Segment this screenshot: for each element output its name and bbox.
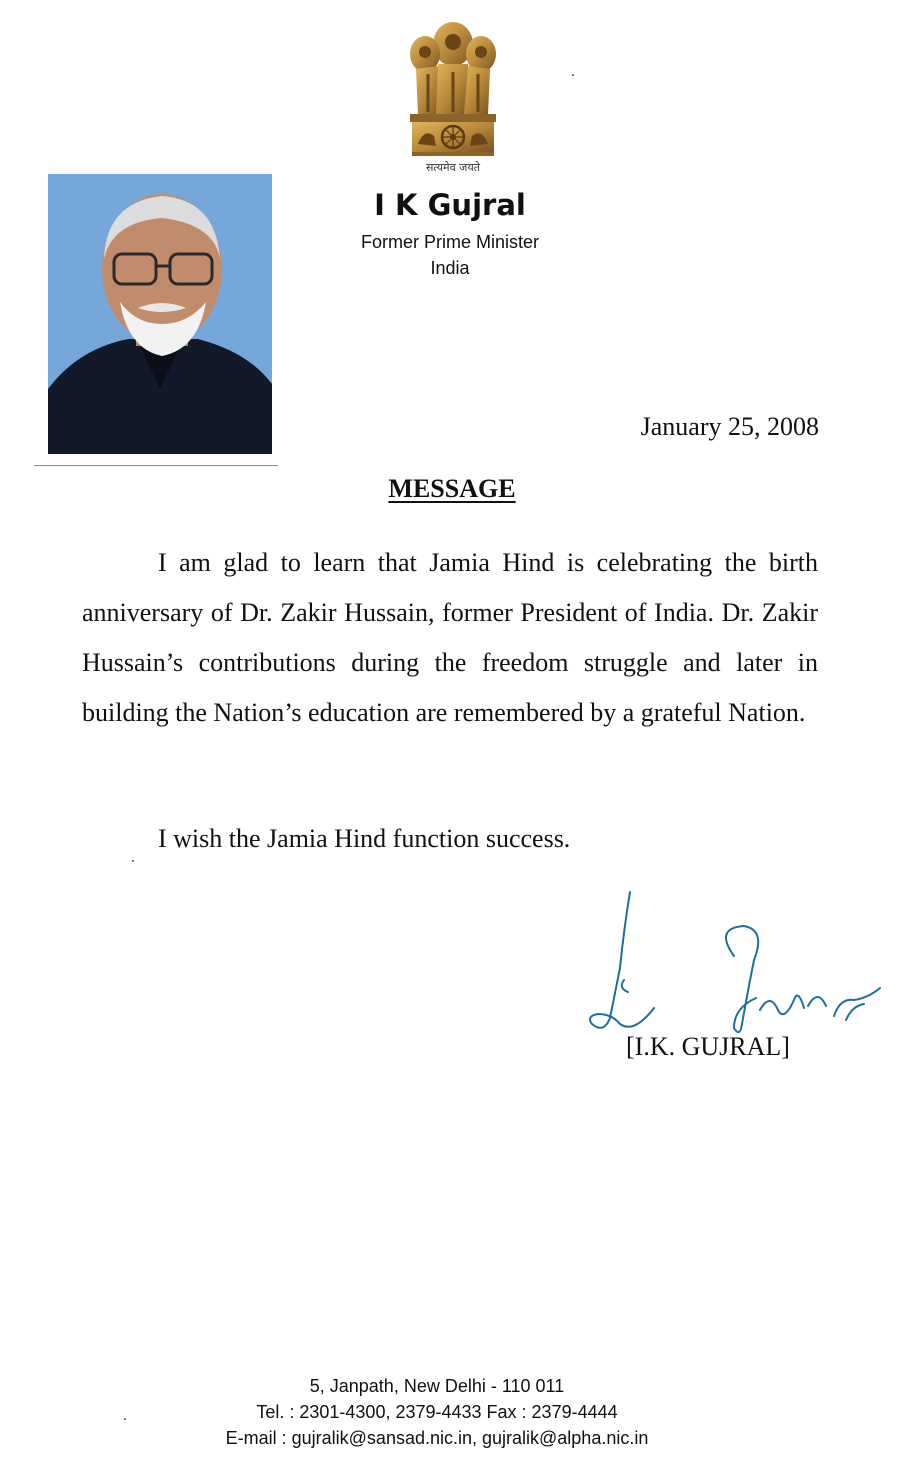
photo-divider — [34, 465, 278, 466]
letter-closing: I wish the Jamia Hind function success. — [158, 824, 571, 853]
scan-speck — [132, 860, 134, 862]
scan-speck — [572, 74, 574, 76]
letter-heading: MESSAGE — [388, 474, 516, 503]
scan-speck — [124, 1418, 126, 1420]
footer-phone: Tel. : 2301-4300, 2379-4433 Fax : 2379-4444 — [256, 1402, 618, 1422]
sender-country: India — [430, 258, 470, 278]
sender-designation: Former Prime Minister — [360, 232, 539, 252]
letter-date: January 25, 2008 — [640, 412, 819, 441]
footer-email: E-mail : gujralik@sansad.nic.in, gujralik@alpha.nic.in — [225, 1428, 649, 1448]
state-emblem-icon — [398, 14, 508, 174]
portrait-photo — [48, 174, 272, 454]
signatory-name: [I.K. GUJRAL] — [626, 1032, 790, 1061]
footer-address: 5, Janpath, New Delhi - 110 011 — [309, 1376, 565, 1396]
sender-name: I K Gujral — [374, 188, 526, 222]
letter-body: I am glad to learn that Jamia Hind is celebrating the birth anniversary of Dr. Zakir Hussain, former President of India. Dr. Zakir Hussain’s contributions during the freedom struggle and later in building the Nation’s education are remembered by a grateful Nation. — [82, 548, 818, 727]
emblem-motto: सत्यमेव जयते — [425, 161, 480, 174]
